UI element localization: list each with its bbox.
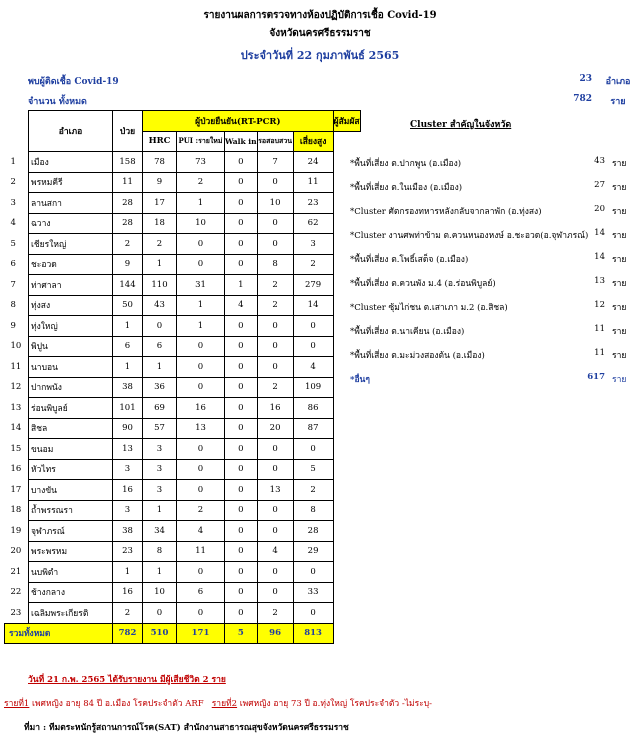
- row-walkin: 0: [225, 582, 258, 603]
- row-pui: 16: [177, 398, 225, 419]
- cluster-count: 14: [594, 228, 605, 238]
- row-number: 16: [10, 464, 22, 475]
- cluster-label: *พื้นที่เสี่ยง ต.โพธิ์เสด็จ (อ.เมือง): [350, 255, 469, 265]
- row-waiting: 16: [257, 398, 293, 419]
- row-hrc: 3: [143, 480, 177, 501]
- row-hrc: 3: [143, 439, 177, 460]
- source-note: ที่มา : ทีมตระหนักรู้สถานการณ์โรค(SAT) สำนักงานสาธารณสุขจังหวัดนครศรีธรรมราช: [24, 723, 349, 733]
- row-patients: 144: [113, 275, 143, 296]
- row-number: 20: [10, 546, 22, 557]
- total-row: [5, 623, 361, 644]
- total-patients: 782: [113, 623, 143, 644]
- table-row: [5, 541, 361, 562]
- row-waiting: 0: [257, 357, 293, 378]
- row-hrc: 1: [143, 254, 177, 275]
- row-hrc: 9: [143, 172, 177, 193]
- row-waiting: 20: [257, 418, 293, 439]
- row-walkin: 1: [225, 275, 258, 296]
- row-patients: 13: [113, 439, 143, 460]
- cluster-count: 27: [594, 180, 605, 190]
- row-patients: 1: [113, 562, 143, 583]
- row-walkin: 0: [225, 377, 258, 398]
- row-contact: 4: [293, 357, 333, 378]
- row-walkin: 0: [225, 439, 258, 460]
- row-waiting: 2: [257, 377, 293, 398]
- case2-text: เพศหญิง อายุ 73 ปี อ.ทุ่งใหญ่ โรคประจำตัว -ไม่ระบุ-: [239, 699, 433, 709]
- row-district: จุฬาภรณ์: [29, 521, 113, 542]
- cluster-item: [350, 368, 640, 388]
- row-contact: 3: [293, 234, 333, 255]
- table-row: [5, 193, 361, 214]
- cluster-unit: ราย: [612, 207, 627, 217]
- row-patients: 2: [113, 234, 143, 255]
- row-pui: 2: [177, 500, 225, 521]
- row-contact: 28: [293, 521, 333, 542]
- table-row: [5, 603, 361, 624]
- row-waiting: 0: [257, 439, 293, 460]
- total-label: รวมทั้งหมด: [5, 623, 113, 644]
- row-patients: 1: [113, 357, 143, 378]
- row-patients: 90: [113, 418, 143, 439]
- row-hrc: 2: [143, 234, 177, 255]
- row-pui: 0: [177, 234, 225, 255]
- table-row: [5, 357, 361, 378]
- cluster-item: [350, 248, 640, 268]
- table-row: [5, 480, 361, 501]
- row-contact: 0: [293, 336, 333, 357]
- row-waiting: 0: [257, 521, 293, 542]
- row-walkin: 0: [225, 418, 258, 439]
- table-row: [5, 439, 361, 460]
- col-contact-bottom: เสี่ยงสูง: [293, 131, 333, 152]
- row-patients: 6: [113, 336, 143, 357]
- cluster-count: 12: [594, 300, 605, 310]
- table-row: [5, 582, 361, 603]
- row-contact: 23: [293, 193, 333, 214]
- row-waiting: 7: [257, 152, 293, 173]
- row-district: เฉลิมพระเกียรติ: [29, 603, 113, 624]
- row-district: นาบอน: [29, 357, 113, 378]
- cluster-count: 13: [594, 276, 605, 286]
- row-number: 23: [10, 607, 22, 618]
- row-district: ถ้ำพรรณรา: [29, 500, 113, 521]
- row-contact: 14: [293, 295, 333, 316]
- total-walkin: 5: [225, 623, 258, 644]
- row-contact: 24: [293, 152, 333, 173]
- col-hrc: HRC: [143, 131, 177, 152]
- row-number: 1: [10, 156, 16, 167]
- row-walkin: 0: [225, 603, 258, 624]
- row-pui: 6: [177, 582, 225, 603]
- cluster-unit: ราย: [612, 327, 627, 337]
- row-pui: 1: [177, 295, 225, 316]
- row-pui: 10: [177, 213, 225, 234]
- row-waiting: 2: [257, 295, 293, 316]
- col-walkin: Walk in: [225, 131, 258, 152]
- row-hrc: 10: [143, 582, 177, 603]
- row-district: นบพิตำ: [29, 562, 113, 583]
- row-hrc: 0: [143, 316, 177, 337]
- row-hrc: 18: [143, 213, 177, 234]
- row-contact: 279: [293, 275, 333, 296]
- row-waiting: 0: [257, 172, 293, 193]
- row-district: สิชล: [29, 418, 113, 439]
- row-waiting: 0: [257, 582, 293, 603]
- row-number: 8: [10, 300, 16, 311]
- cluster-unit: ราย: [612, 255, 627, 265]
- row-number: 19: [10, 525, 22, 536]
- row-pui: 31: [177, 275, 225, 296]
- table-row: [5, 377, 361, 398]
- row-patients: 2: [113, 603, 143, 624]
- col-contact-top: ผู้สัมผัส: [333, 111, 360, 132]
- row-walkin: 0: [225, 459, 258, 480]
- report-title: รายงานผลการตรวจทางห้องปฏิบัติการเชื้อ Covid-19: [203, 10, 437, 21]
- cluster-unit: ราย: [612, 351, 627, 361]
- row-patients: 38: [113, 377, 143, 398]
- row-pui: 0: [177, 336, 225, 357]
- row-district: ร่อนพิบูลย์: [29, 398, 113, 419]
- cluster-item: [350, 200, 640, 220]
- row-number: 3: [10, 197, 16, 208]
- row-waiting: 0: [257, 500, 293, 521]
- row-number: 22: [10, 587, 22, 598]
- row-walkin: 0: [225, 152, 258, 173]
- row-district: พรหมคีรี: [29, 172, 113, 193]
- row-pui: 11: [177, 541, 225, 562]
- table-row: [5, 459, 361, 480]
- col-waiting: รอสอบสวน: [257, 131, 293, 152]
- row-number: 10: [10, 341, 22, 352]
- row-patients: 1: [113, 316, 143, 337]
- row-pui: 1: [177, 316, 225, 337]
- row-district: ท่าศาลา: [29, 275, 113, 296]
- row-contact: 0: [293, 439, 333, 460]
- row-number: 5: [10, 238, 16, 249]
- row-hrc: 8: [143, 541, 177, 562]
- table-row: [5, 152, 361, 173]
- row-walkin: 0: [225, 541, 258, 562]
- row-pui: 4: [177, 521, 225, 542]
- cluster-unit: ราย: [612, 303, 627, 313]
- summary-districts-value: 23: [579, 74, 592, 84]
- row-contact: 109: [293, 377, 333, 398]
- row-patients: 50: [113, 295, 143, 316]
- row-hrc: 69: [143, 398, 177, 419]
- row-walkin: 0: [225, 336, 258, 357]
- row-district: ทุ่งสง: [29, 295, 113, 316]
- cluster-item: [350, 224, 640, 244]
- cluster-label: *Cluster ศัตกรองทหารหลังกลับจากลาพัก (อ.ทุ่งสง): [350, 207, 542, 217]
- cluster-label: *พื้นที่เสี่ยง ต.นาเคียน (อ.เมือง): [350, 327, 465, 337]
- row-patients: 11: [113, 172, 143, 193]
- row-contact: 5: [293, 459, 333, 480]
- province-title: จังหวัดนครศรีธรรมราช: [269, 28, 371, 39]
- table-row: [5, 316, 361, 337]
- row-contact: 8: [293, 500, 333, 521]
- case2-label: รายที่2: [211, 699, 238, 709]
- row-patients: 3: [113, 459, 143, 480]
- total-pui: 171: [177, 623, 225, 644]
- cluster-unit: ราย: [612, 375, 627, 385]
- row-district: พิปูน: [29, 336, 113, 357]
- cluster-label: *พื้นที่เสี่ยง ต.ในเมือง (อ.เมือง): [350, 183, 463, 193]
- row-number: 4: [10, 218, 16, 229]
- cluster-label: *Cluster ซุ้มไก่ชน ต.เสาเภา ม.2 (อ.สิชล): [350, 303, 508, 313]
- row-pui: 0: [177, 562, 225, 583]
- row-number: 17: [10, 484, 22, 495]
- row-patients: 38: [113, 521, 143, 542]
- case1-text: เพศหญิง อายุ 84 ปี อ.เมือง โรคประจำตัว ARF: [32, 699, 204, 709]
- row-waiting: 10: [257, 193, 293, 214]
- row-pui: 1: [177, 193, 225, 214]
- district-table: [4, 110, 361, 644]
- table-row: [5, 398, 361, 419]
- row-patients: 158: [113, 152, 143, 173]
- row-contact: 0: [293, 316, 333, 337]
- row-contact: 87: [293, 418, 333, 439]
- table-row: [5, 500, 361, 521]
- row-walkin: 0: [225, 316, 258, 337]
- row-waiting: 0: [257, 213, 293, 234]
- table-row: [5, 336, 361, 357]
- row-hrc: 57: [143, 418, 177, 439]
- row-waiting: 8: [257, 254, 293, 275]
- row-walkin: 0: [225, 521, 258, 542]
- row-contact: 11: [293, 172, 333, 193]
- cluster-item: [350, 152, 640, 172]
- row-hrc: 17: [143, 193, 177, 214]
- row-contact: 2: [293, 254, 333, 275]
- row-hrc: 0: [143, 603, 177, 624]
- row-waiting: 2: [257, 275, 293, 296]
- cluster-title: Cluster สำคัญในจังหวัด: [410, 120, 512, 130]
- cluster-unit: ราย: [612, 183, 627, 193]
- cluster-unit: ราย: [612, 279, 627, 289]
- row-district: ช้างกลาง: [29, 582, 113, 603]
- row-patients: 16: [113, 480, 143, 501]
- row-contact: 0: [293, 603, 333, 624]
- cluster-item: [350, 176, 640, 196]
- cluster-item: [350, 272, 640, 292]
- row-pui: 0: [177, 603, 225, 624]
- row-district: ทุ่งใหญ่: [29, 316, 113, 337]
- row-patients: 101: [113, 398, 143, 419]
- cluster-label: *พื้นที่เสี่ยง ต.ปากพูน (อ.เมือง): [350, 159, 462, 169]
- row-district: พระพรหม: [29, 541, 113, 562]
- row-pui: 0: [177, 459, 225, 480]
- table-row: [5, 254, 361, 275]
- row-hrc: 1: [143, 357, 177, 378]
- row-pui: 0: [177, 439, 225, 460]
- row-number: 7: [10, 279, 16, 290]
- row-district: เมือง: [29, 152, 113, 173]
- table-row: [5, 521, 361, 542]
- row-number: 2: [10, 177, 16, 188]
- row-district: บางขัน: [29, 480, 113, 501]
- row-district: เชียรใหญ่: [29, 234, 113, 255]
- row-patients: 23: [113, 541, 143, 562]
- row-number: 11: [10, 361, 22, 372]
- total-waiting: 96: [257, 623, 293, 644]
- summary-districts-unit: อำเภอ: [605, 77, 631, 87]
- cluster-count: 14: [594, 252, 605, 262]
- table-row: [5, 562, 361, 583]
- col-patients: ป่วย: [113, 111, 143, 152]
- death-cases: [4, 696, 636, 710]
- row-waiting: 13: [257, 480, 293, 501]
- row-waiting: 0: [257, 234, 293, 255]
- row-number: 9: [10, 320, 16, 331]
- table-row: [5, 295, 361, 316]
- total-hrc: 510: [143, 623, 177, 644]
- row-hrc: 1: [143, 500, 177, 521]
- row-patients: 9: [113, 254, 143, 275]
- summary-total-unit: ราย: [610, 97, 626, 107]
- death-summary: วันที่ 21 ก.พ. 2565 ได้รับรายงาน มีผู้เสียชีวิต 2 ราย: [28, 675, 226, 685]
- row-number: 21: [10, 566, 22, 577]
- row-district: ลานสกา: [29, 193, 113, 214]
- col-pui: PUI :รายใหม่: [177, 131, 225, 152]
- cluster-item: [350, 344, 640, 364]
- row-hrc: 43: [143, 295, 177, 316]
- table-row: [5, 418, 361, 439]
- row-district: ปากพนัง: [29, 377, 113, 398]
- cluster-item: [350, 296, 640, 316]
- row-hrc: 34: [143, 521, 177, 542]
- cluster-label: *Cluster งานศพท่าข้าม ต.ควนหนองหงษ์ อ.ชะอวด(อ.จุฬาภรณ์): [350, 231, 589, 241]
- row-pui: 73: [177, 152, 225, 173]
- row-number: 13: [10, 402, 22, 413]
- row-waiting: 4: [257, 541, 293, 562]
- row-pui: 0: [177, 254, 225, 275]
- row-district: ขนอม: [29, 439, 113, 460]
- summary-total-value: 782: [573, 94, 592, 104]
- cluster-count: 617: [587, 372, 605, 382]
- row-district: ฉวาง: [29, 213, 113, 234]
- row-walkin: 0: [225, 562, 258, 583]
- row-walkin: 0: [225, 213, 258, 234]
- row-contact: 62: [293, 213, 333, 234]
- row-contact: 2: [293, 480, 333, 501]
- row-waiting: 0: [257, 562, 293, 583]
- row-pui: 0: [177, 480, 225, 501]
- row-pui: 0: [177, 377, 225, 398]
- row-hrc: 78: [143, 152, 177, 173]
- table-row: [5, 213, 361, 234]
- cluster-label: *พื้นที่เสี่ยง ต.มะม่วงสองต้น (อ.เมือง): [350, 351, 485, 361]
- summary-districts-label: พบผู้ติดเชื้อ Covid-19: [28, 77, 119, 87]
- row-pui: 2: [177, 172, 225, 193]
- row-contact: 33: [293, 582, 333, 603]
- row-number: 6: [10, 259, 16, 270]
- row-patients: 3: [113, 500, 143, 521]
- row-walkin: 0: [225, 480, 258, 501]
- row-hrc: 36: [143, 377, 177, 398]
- cluster-label: *พื้นที่เสี่ยง ต.ควนพัง ม.4 (อ.ร่อนพิบูลย์): [350, 279, 496, 289]
- row-waiting: 0: [257, 336, 293, 357]
- cluster-count: 20: [594, 204, 605, 214]
- row-patients: 28: [113, 193, 143, 214]
- row-pui: 13: [177, 418, 225, 439]
- row-number: 15: [10, 443, 22, 454]
- row-hrc: 1: [143, 562, 177, 583]
- row-district: หัวไทร: [29, 459, 113, 480]
- row-walkin: 0: [225, 193, 258, 214]
- row-number: 18: [10, 505, 22, 516]
- summary-total-label: จำนวน ทั้งหมด: [28, 97, 87, 107]
- total-contact: 813: [293, 623, 333, 644]
- row-patients: 28: [113, 213, 143, 234]
- cluster-label: *อื่นๆ: [350, 375, 370, 385]
- row-waiting: 0: [257, 316, 293, 337]
- row-pui: 0: [177, 357, 225, 378]
- table-row: [5, 172, 361, 193]
- row-walkin: 0: [225, 398, 258, 419]
- row-number: 14: [10, 423, 22, 434]
- cluster-count: 43: [594, 156, 605, 166]
- row-walkin: 0: [225, 357, 258, 378]
- row-waiting: 2: [257, 603, 293, 624]
- row-walkin: 0: [225, 254, 258, 275]
- table-row: [5, 234, 361, 255]
- row-walkin: 0: [225, 172, 258, 193]
- row-walkin: 0: [225, 500, 258, 521]
- row-hrc: 3: [143, 459, 177, 480]
- row-hrc: 6: [143, 336, 177, 357]
- row-number: 12: [10, 382, 22, 393]
- row-waiting: 0: [257, 459, 293, 480]
- row-district: ชะอวด: [29, 254, 113, 275]
- table-row: [5, 275, 361, 296]
- cluster-count: 11: [594, 324, 605, 334]
- row-contact: 86: [293, 398, 333, 419]
- row-walkin: 4: [225, 295, 258, 316]
- row-patients: 16: [113, 582, 143, 603]
- cluster-unit: ราย: [612, 159, 627, 169]
- cluster-item: [350, 320, 640, 340]
- row-walkin: 0: [225, 234, 258, 255]
- row-hrc: 110: [143, 275, 177, 296]
- case1-label: รายที่1: [4, 699, 30, 709]
- col-group-rtpcr: ผู้ป่วยยืนยัน(RT-PCR): [143, 111, 334, 132]
- row-contact: 29: [293, 541, 333, 562]
- cluster-count: 11: [594, 348, 605, 358]
- cluster-unit: ราย: [612, 231, 627, 241]
- report-date: ประจำวันที่ 22 กุมภาพันธ์ 2565: [240, 49, 400, 62]
- row-contact: 0: [293, 562, 333, 583]
- col-district: อำเภอ: [29, 111, 113, 152]
